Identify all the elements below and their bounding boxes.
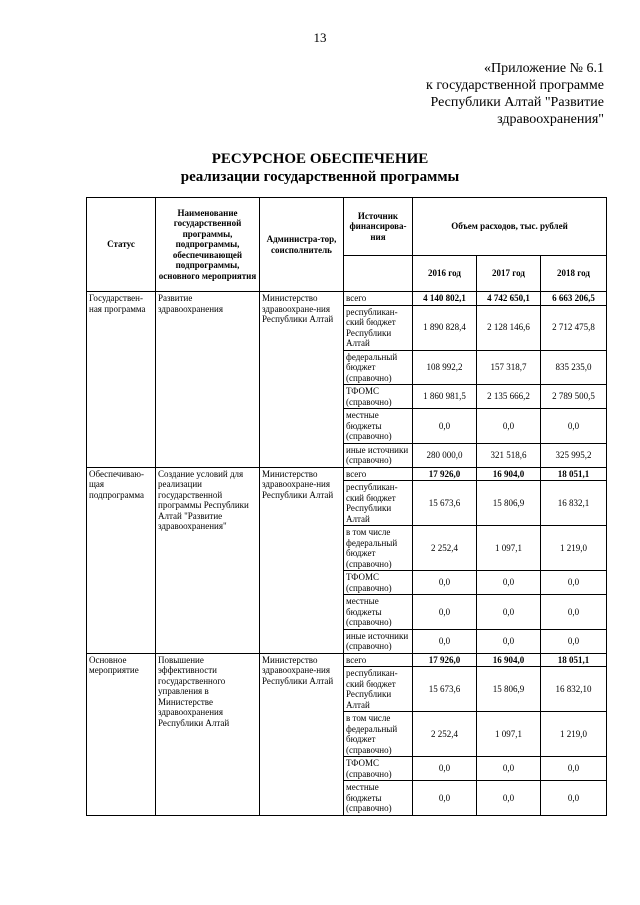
value-cell: 0,0 bbox=[477, 571, 541, 595]
value-cell: 2 712 475,8 bbox=[541, 305, 607, 350]
header-source-empty bbox=[344, 256, 413, 292]
source-cell: иные источники (справочно) bbox=[344, 629, 413, 653]
value-cell: 0,0 bbox=[413, 781, 477, 816]
value-cell: 16 832,10 bbox=[541, 667, 607, 712]
value-cell: 1 097,1 bbox=[477, 526, 541, 571]
appendix-line: здравоохранения" bbox=[497, 112, 604, 127]
value-cell: 16 832,1 bbox=[541, 481, 607, 526]
status-cell: Обеспечиваю-щая подпрограмма bbox=[87, 467, 156, 653]
status-cell: Основное мероприятие bbox=[87, 653, 156, 815]
value-cell: 1 219,0 bbox=[541, 526, 607, 571]
value-cell: 0,0 bbox=[541, 409, 607, 444]
table-body bbox=[87, 292, 607, 816]
source-cell: всего bbox=[344, 292, 413, 306]
source-cell: республикан-ский бюджет Республики Алтай bbox=[344, 305, 413, 350]
name-cell: Повышение эффективности государственного управления в Министерстве здравоохранения Республики Алтай bbox=[156, 653, 260, 815]
value-cell: 2 252,4 bbox=[413, 526, 477, 571]
value-cell: 6 663 206,5 bbox=[541, 292, 607, 306]
value-cell: 1 890 828,4 bbox=[413, 305, 477, 350]
value-cell: 835 235,0 bbox=[541, 350, 607, 385]
source-cell: иные источники (справочно) bbox=[344, 443, 413, 467]
value-cell: 18 051,1 bbox=[541, 653, 607, 667]
admin-cell: Министерство здравоохране-ния Республики Алтай bbox=[260, 653, 344, 815]
page-number: 13 bbox=[313, 30, 327, 45]
value-cell: 2 128 146,6 bbox=[477, 305, 541, 350]
source-cell: местные бюджеты (справочно) bbox=[344, 595, 413, 630]
value-cell: 0,0 bbox=[477, 781, 541, 816]
value-cell: 2 789 500,5 bbox=[541, 385, 607, 409]
resource-table bbox=[86, 197, 607, 816]
source-cell: республикан-ский бюджет Республики Алтай bbox=[344, 481, 413, 526]
table-header bbox=[87, 198, 607, 292]
table-row bbox=[87, 467, 607, 481]
value-cell: 2 135 666,2 bbox=[477, 385, 541, 409]
value-cell: 16 904,0 bbox=[477, 467, 541, 481]
source-cell: в том числе федеральный бюджет (справочно) bbox=[344, 712, 413, 757]
value-cell: 1 860 981,5 bbox=[413, 385, 477, 409]
value-cell: 15 673,6 bbox=[413, 481, 477, 526]
value-cell: 17 926,0 bbox=[413, 467, 477, 481]
source-cell: в том числе федеральный бюджет (справочно) bbox=[344, 526, 413, 571]
header-name: Наименование государственной программы, подпрограммы, обеспечивающей подпрограммы, основного мероприятия bbox=[156, 198, 260, 292]
status-cell: Государствен-ная программа bbox=[87, 292, 156, 468]
header-year: 2018 год bbox=[541, 256, 607, 292]
appendix-line: Республики Алтай "Развитие bbox=[430, 95, 604, 110]
value-cell: 0,0 bbox=[477, 757, 541, 781]
admin-cell: Министерство здравоохране-ния Республики Алтай bbox=[260, 292, 344, 468]
value-cell: 16 904,0 bbox=[477, 653, 541, 667]
header-year: 2016 год bbox=[413, 256, 477, 292]
name-cell: Развитие здравоохранения bbox=[156, 292, 260, 468]
value-cell: 157 318,7 bbox=[477, 350, 541, 385]
value-cell: 108 992,2 bbox=[413, 350, 477, 385]
source-cell: всего bbox=[344, 653, 413, 667]
value-cell: 0,0 bbox=[541, 781, 607, 816]
value-cell: 0,0 bbox=[413, 571, 477, 595]
source-cell: республикан-ский бюджет Республики Алтай bbox=[344, 667, 413, 712]
source-cell: местные бюджеты (справочно) bbox=[344, 409, 413, 444]
title-line: реализации государственной программы bbox=[180, 169, 460, 185]
value-cell: 0,0 bbox=[541, 629, 607, 653]
source-cell: местные бюджеты (справочно) bbox=[344, 781, 413, 816]
value-cell: 17 926,0 bbox=[413, 653, 477, 667]
value-cell: 4 742 650,1 bbox=[477, 292, 541, 306]
name-cell: Создание условий для реализации государственной программы Республики Алтай "Развитие здравоохранения" bbox=[156, 467, 260, 653]
appendix-header bbox=[364, 60, 604, 128]
source-cell: ТФОМС (справочно) bbox=[344, 385, 413, 409]
value-cell: 4 140 802,1 bbox=[413, 292, 477, 306]
value-cell: 0,0 bbox=[413, 629, 477, 653]
table-row bbox=[87, 653, 607, 667]
source-cell: ТФОМС (справочно) bbox=[344, 757, 413, 781]
value-cell: 0,0 bbox=[413, 757, 477, 781]
value-cell: 280 000,0 bbox=[413, 443, 477, 467]
appendix-line: «Приложение № 6.1 bbox=[484, 61, 604, 76]
value-cell: 0,0 bbox=[413, 409, 477, 444]
appendix-line: к государственной программе bbox=[426, 78, 604, 93]
value-cell: 15 806,9 bbox=[477, 667, 541, 712]
value-cell: 15 806,9 bbox=[477, 481, 541, 526]
value-cell: 0,0 bbox=[477, 409, 541, 444]
title-line: РЕСУРСНОЕ ОБЕСПЕЧЕНИЕ bbox=[211, 151, 429, 167]
value-cell: 0,0 bbox=[477, 629, 541, 653]
value-cell: 0,0 bbox=[413, 595, 477, 630]
header-status: Статус bbox=[87, 198, 156, 292]
value-cell: 321 518,6 bbox=[477, 443, 541, 467]
value-cell: 0,0 bbox=[541, 571, 607, 595]
value-cell: 0,0 bbox=[477, 595, 541, 630]
value-cell: 0,0 bbox=[541, 595, 607, 630]
source-cell: федеральный бюджет (справочно) bbox=[344, 350, 413, 385]
value-cell: 325 995,2 bbox=[541, 443, 607, 467]
source-cell: всего bbox=[344, 467, 413, 481]
document-title bbox=[0, 150, 640, 186]
header-year: 2017 год bbox=[477, 256, 541, 292]
value-cell: 18 051,1 bbox=[541, 467, 607, 481]
source-cell: ТФОМС (справочно) bbox=[344, 571, 413, 595]
value-cell: 1 219,0 bbox=[541, 712, 607, 757]
header-source: Источник финансирова-ния bbox=[344, 198, 413, 256]
header-expenses: Объем расходов, тыс. рублей bbox=[413, 198, 607, 256]
value-cell: 1 097,1 bbox=[477, 712, 541, 757]
table-row bbox=[87, 292, 607, 306]
value-cell: 15 673,6 bbox=[413, 667, 477, 712]
admin-cell: Министерство здравоохране-ния Республики Алтай bbox=[260, 467, 344, 653]
header-admin: Администра-тор, соисполнитель bbox=[260, 198, 344, 292]
value-cell: 2 252,4 bbox=[413, 712, 477, 757]
value-cell: 0,0 bbox=[541, 757, 607, 781]
